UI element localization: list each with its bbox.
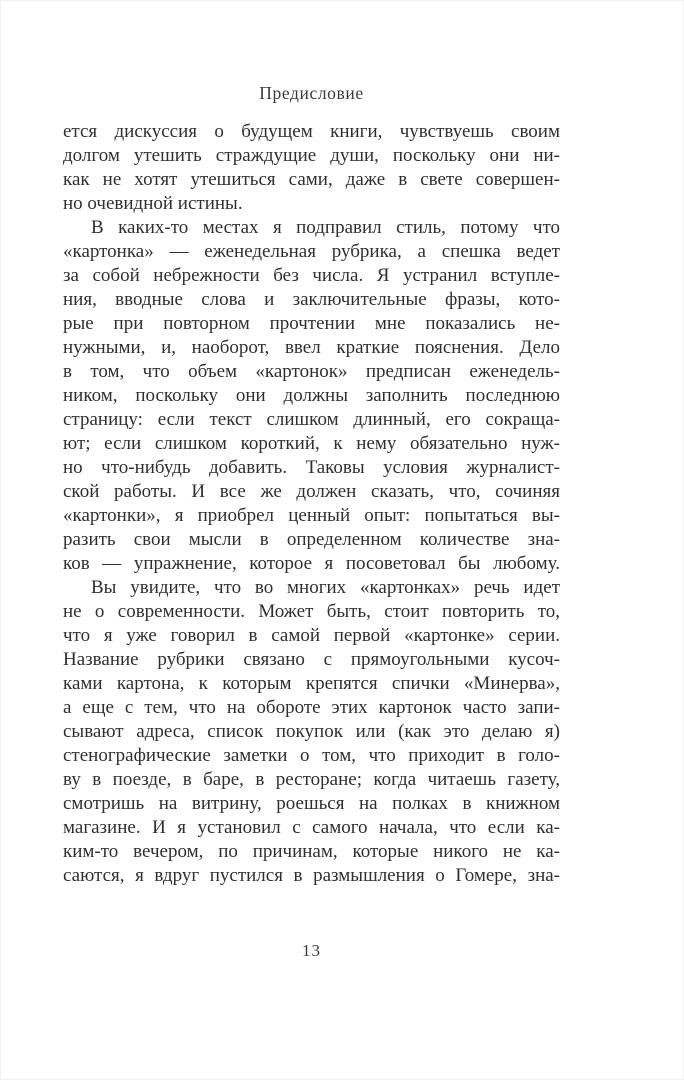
text-line: ют; если слишком короткий, к нему обязательно нуж- [63, 433, 560, 454]
text-line: Вы увидите, что во многих «картонках» речь идет [91, 577, 560, 598]
text-line: разить свои мысли в определенном количестве зна- [63, 529, 560, 550]
text-line: ской работы. И все же должен сказать, что, сочиняя [63, 481, 560, 502]
text-line: ется дискуссия о будущем книги, чувствуешь своим [63, 121, 560, 142]
text-line: Название рубрики связано с прямоугольными кусоч- [63, 649, 560, 670]
paragraph [63, 120, 560, 216]
body-text [63, 120, 560, 888]
text-line: сывают адреса, список покупок или (как это делаю я) [63, 721, 560, 742]
text-line: что я уже говорил в самой первой «картонке» серии. [63, 625, 560, 646]
text-line: смотришь на витрину, роешься на полках в книжном [63, 793, 560, 814]
text-line: не о современности. Может быть, стоит повторить то, [63, 601, 560, 622]
text-line: за собой небрежности без числа. Я устранил вступле- [63, 265, 560, 286]
text-line: В каких-то местах я подправил стиль, потому что [91, 217, 560, 238]
text-line: нужными, и, наоборот, ввел краткие пояснения. Дело [63, 337, 560, 358]
text-line: ву в поезде, в баре, в ресторане; когда читаешь газету, [63, 769, 560, 790]
text-line: «картонки», я приобрел ценный опыт: попытаться вы- [63, 505, 560, 526]
text-line: ником, поскольку они должны заполнить последнюю [63, 385, 560, 406]
text-line: ким-то вечером, по причинам, которые никого не ка- [63, 841, 560, 862]
text-line: стенографические заметки о том, что приходит в голо- [63, 745, 560, 766]
text-line: страницу: если текст слишком длинный, его сокраща- [63, 409, 560, 430]
paragraph [63, 576, 560, 888]
text-line: ками картона, к которым крепятся спички «Минерва», [63, 673, 560, 694]
text-line: в том, что объем «картонок» предписан еженедель- [63, 361, 560, 382]
text-line: саются, я вдруг пустился в размышления о Гомере, зна- [63, 865, 560, 886]
text-line: ков — упражнение, которое я посоветовал бы любому. [63, 553, 560, 574]
text-line: но очевидной истины. [63, 193, 243, 214]
text-line: рые при повторном прочтении мне показались не- [63, 313, 560, 334]
text-line: ния, вводные слова и заключительные фразы, кото- [63, 289, 560, 310]
text-line: но что-нибудь добавить. Таковы условия журналист- [63, 457, 560, 478]
chapter-heading: Предисловие [259, 83, 364, 103]
paragraph [63, 216, 560, 576]
text-line: «картонка» — еженедельная рубрика, а спешка ведет [63, 241, 560, 262]
page-number: 13 [302, 941, 321, 960]
text-line: как не хотят утешиться сами, даже в свете совершен- [63, 169, 560, 190]
text-line: долгом утешить страждущие души, поскольку они ни- [63, 145, 560, 166]
text-line: а еще с тем, что на обороте этих картонок часто запи- [63, 697, 560, 718]
text-line: магазине. И я установил с самого начала, что если ка- [63, 817, 560, 838]
